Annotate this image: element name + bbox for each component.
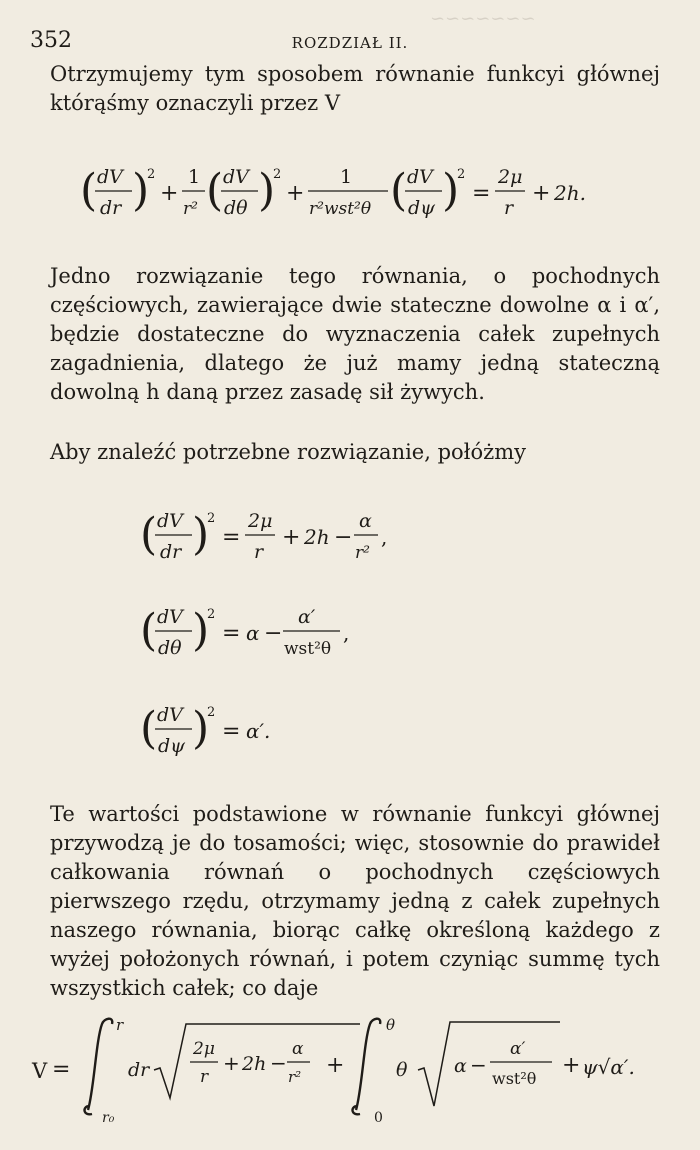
- exp: 2: [457, 167, 466, 182]
- punct: ,: [343, 621, 350, 645]
- paren: ): [258, 165, 276, 216]
- eq4-num: dV: [157, 704, 183, 726]
- frac-num: 2μ: [498, 166, 523, 188]
- op: +: [562, 1053, 581, 1078]
- equation-3-svg: [140, 590, 560, 680]
- lhs: V: [32, 1059, 48, 1083]
- paren: ): [442, 165, 460, 216]
- equation-1-svg: [70, 150, 630, 240]
- eq1-num-1: dV: [97, 166, 123, 188]
- op: +: [532, 181, 551, 206]
- frac-den: r: [504, 197, 514, 219]
- op: −: [270, 1051, 287, 1075]
- op: −: [264, 621, 283, 646]
- paragraph-3: Aby znaleźć potrzebne rozwiązanie, połóżmy: [50, 440, 526, 464]
- op: +: [223, 1051, 240, 1075]
- page-header: [30, 28, 670, 58]
- frac-num: α′: [298, 606, 316, 628]
- equation-integral: [0, 1010, 700, 1130]
- frac-den: r: [254, 541, 264, 563]
- eq1-num-3: dV: [407, 166, 433, 188]
- equation-theta: [0, 590, 700, 680]
- eq1-den-1: dr: [100, 197, 122, 219]
- frac-num: 2μ: [193, 1039, 215, 1059]
- equation-2-svg: [140, 494, 560, 584]
- frac-den: r²: [355, 543, 370, 563]
- frac-den: wst²θ: [284, 639, 332, 659]
- op: =: [222, 719, 241, 744]
- term: ψ√α′.: [582, 1055, 635, 1079]
- upper-limit: r: [116, 1016, 124, 1034]
- paren: ): [192, 509, 210, 560]
- paren: (: [390, 165, 408, 216]
- term: 2h.: [554, 181, 586, 205]
- equation-radial: [0, 494, 700, 584]
- running-title: ROZDZIAŁ II.: [291, 34, 409, 52]
- frac-num: 1: [340, 166, 353, 188]
- frac-num: 1: [188, 166, 201, 188]
- eq1-den-2: dθ: [224, 197, 248, 219]
- frac-den: r²: [288, 1068, 302, 1086]
- equation-4-svg: [140, 688, 560, 778]
- paragraph-1: Otrzymujemy tym sposobem równanie funkcyi głównej którąśmy oznaczyli przez V: [50, 62, 660, 115]
- op: +: [326, 1053, 345, 1078]
- eq2-den: dr: [160, 541, 182, 563]
- frac-num: α: [359, 510, 372, 532]
- term: α: [454, 1055, 467, 1077]
- lower-limit: r₀: [102, 1110, 115, 1126]
- frac-den: r²wst²θ: [309, 199, 372, 219]
- frac-den: wst²θ: [492, 1069, 537, 1088]
- diff: θ: [396, 1059, 408, 1081]
- exp: 2: [207, 607, 216, 622]
- frac-num: 2μ: [248, 510, 273, 532]
- frac-num: α: [292, 1039, 304, 1059]
- lower-limit: 0: [374, 1110, 383, 1126]
- eq1-den-3: dψ: [408, 197, 436, 219]
- bleed-through-decoration: ~~~~~~~: [430, 8, 536, 29]
- exp: 2: [207, 511, 216, 526]
- exp: 2: [273, 167, 282, 182]
- punct: ,: [381, 525, 388, 549]
- eq3-den: dθ: [158, 637, 182, 659]
- paren: (: [206, 165, 224, 216]
- page-number: 352: [30, 28, 72, 53]
- frac-num: α′: [510, 1039, 526, 1059]
- term: α: [246, 621, 260, 645]
- equation-principal-function: [0, 150, 700, 240]
- op: −: [334, 525, 353, 550]
- equation-psi: [0, 688, 700, 778]
- diff: dr: [128, 1059, 150, 1081]
- eq1-num-2: dV: [223, 166, 249, 188]
- eq3-num: dV: [157, 606, 183, 628]
- op: +: [282, 525, 301, 550]
- term: 2h: [242, 1053, 267, 1075]
- op: =: [222, 621, 241, 646]
- paren: (: [140, 605, 158, 656]
- paren: ): [192, 605, 210, 656]
- paragraph-4: Te wartości podstawione w równanie funkcyi głównej przywodzą je do tosamości; więc, stosownie do prawideł całkowania równań o pochodnych częściowych pierwszego rzędu, otrzymamy jedną z całek zupełnych naszego równania, biorąc całkę określoną każdego z wyżej położonych równań, i potem czyniąc summę tych wszystkich całek; co daje: [50, 802, 660, 1000]
- eq2-num: dV: [157, 510, 183, 532]
- term: 2h: [304, 525, 330, 549]
- op: =: [222, 525, 241, 550]
- frac-den: r: [200, 1067, 209, 1087]
- paragraph-2: Jedno rozwiązanie tego równania, o pochodnych częściowych, zawierające dwie stateczne dowolne α i α′, będzie dostateczne do wyznaczenia całek zupełnych zagadnienia, dlatego że już mamy jedną stateczną dowolną h daną przez zasadę sił żywych.: [50, 264, 660, 404]
- op: −: [470, 1053, 487, 1077]
- paren: (: [140, 703, 158, 754]
- exp: 2: [147, 167, 156, 182]
- equation-5-svg: [30, 1010, 670, 1130]
- paren: ): [192, 703, 210, 754]
- paren: ): [132, 165, 150, 216]
- op: +: [160, 181, 179, 206]
- exp: 2: [207, 705, 216, 720]
- paren: (: [80, 165, 98, 216]
- upper-limit: θ: [386, 1016, 396, 1034]
- op: =: [52, 1057, 71, 1082]
- eq4-den: dψ: [158, 735, 186, 757]
- paren: (: [140, 509, 158, 560]
- op: =: [472, 181, 491, 206]
- frac-den: r²: [183, 199, 198, 219]
- op: +: [286, 181, 305, 206]
- term: α′.: [246, 719, 271, 743]
